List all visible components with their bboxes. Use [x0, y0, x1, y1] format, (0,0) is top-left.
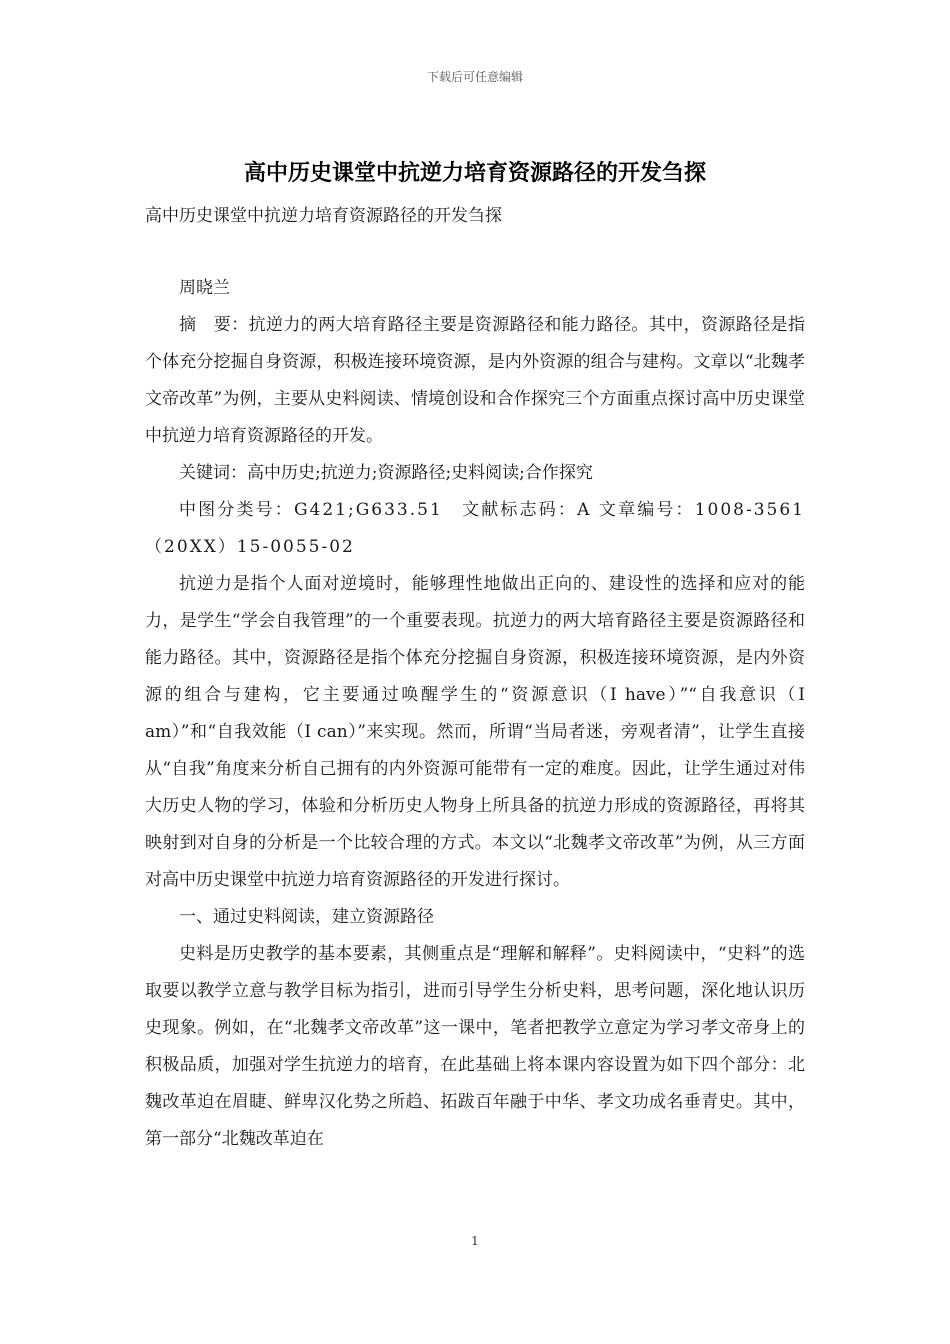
page-number: 1: [471, 1234, 479, 1248]
intro-paragraph: 抗逆力是指个人面对逆境时，能够理性地做出正向的、建设性的选择和应对的能力，是学生“学会自我管理”的一个重要表现。抗逆力的两大培育路径主要是资源路径和能力路径。其中，资源路径是指个体充分挖掘自身资源，积极连接环境资源，是内外资源的组合与建构，它主要通过唤醒学生的“资源意识（I have）”“自我意识（I am）”和“自我效能（I can）”来实现。然而，所谓“当局者迷，旁观者清”，让学生直接从“自我”角度来分析自己拥有的内外资源可能带有一定的难度。因此，让学生通过对伟大历史人物的学习，体验和分析历史人物身上所具备的抗逆力形成的资源路径，再将其映射到对自身的分析是一个比较合理的方式。本文以“北魏孝文帝改革”为例，从三方面对高中历史课堂中抗逆力培育资源路径的开发进行探讨。: [145, 574, 805, 890]
section-heading: 一、通过史料阅读，建立资源路径: [179, 907, 434, 927]
abstract-paragraph: 摘 要：抗逆力的两大培育路径主要是资源路径和能力路径。其中，资源路径是指个体充分挖掘自身资源，积极连接环境资源，是内外资源的组合与建构。文章以“北魏孝文帝改革”为例，主要从史料阅读、情境创设和合作探究三个方面重点探讨高中历史课堂中抗逆力培育资源路径的开发。: [145, 315, 805, 446]
keywords-line: 关键词：高中历史;抗逆力;资源路径;史料阅读;合作探究: [179, 463, 593, 483]
document-subtitle: 高中历史课堂中抗逆力培育资源路径的开发刍探: [145, 206, 502, 226]
section-paragraph: 史料是历史教学的基本要素，其侧重点是“理解和解释”。史料阅读中，“史料”的选取要以教学立意与教学目标为指引，进而引导学生分析史料，思考问题，深化地认识历史现象。例如，在“北魏孝文帝改革”这一课中，笔者把教学立意定为学习孝文帝身上的积极品质，加强对学生抗逆力的培育，在此基础上将本课内容设置为如下四个部分：北魏改革迫在眉睫、鲜卑汉化势之所趋、拓跋百年融于中华、孝文功成名垂青史。其中，第一部分“北魏改革迫在: [145, 944, 805, 1149]
document-title: 高中历史课堂中抗逆力培育资源路径的开发刍探: [243, 160, 706, 186]
header-note: 下载后可任意编辑: [426, 70, 523, 84]
document-body: [145, 270, 805, 1158]
author-name: 周晓兰: [179, 278, 230, 298]
classification-line: 中图分类号：G421;G633.51 文献标志码：A 文章编号：1008-3561（20XX）15-0055-02: [145, 500, 805, 557]
